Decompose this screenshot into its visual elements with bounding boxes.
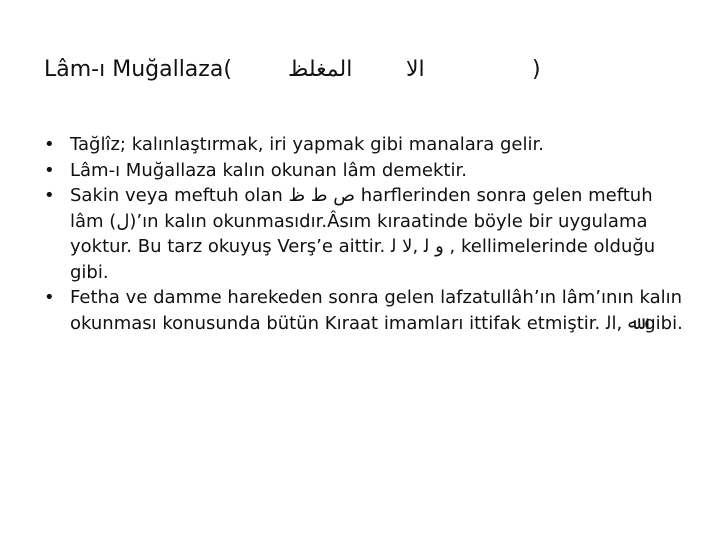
bullet-icon: • — [44, 159, 55, 181]
bullet-text-mid: )’ın kalın okunmasıdır.Âsım kıraatinde böyle bir uygulama yoktur. Bu tarz okuyuş Verş’e aittir. — [70, 210, 648, 257]
list-item — [44, 285, 684, 336]
slide-title — [44, 50, 684, 90]
bullet-icon: • — [44, 185, 55, 206]
arabic-lam: ل — [116, 210, 130, 232]
bullet-text: Lâm-ı Muğallaza kalın okunan lâm demektir. — [70, 159, 467, 181]
bullet-icon: • — [44, 134, 55, 155]
bullet-text-post: gibi. — [638, 312, 683, 334]
title-arabic-term: المغلظ — [288, 57, 353, 82]
list-item — [44, 132, 684, 158]
title-text: Lâm-ı Muğallaza( — [44, 57, 232, 82]
bullet-text-pre: Sakin veya meftuh olan — [70, 185, 289, 206]
list-item — [44, 158, 684, 184]
arabic-letters: ص ط ظ — [288, 185, 356, 206]
bullet-text-pre: Fetha ve damme harekeden sonra gelen lafzatullâh’ın lâm’ının kalın okunması konusunda bütün Kıraat imamları ittifak etmiştir. — [70, 287, 683, 334]
bullet-text-post: , kellimelerinde olduğu gibi. — [70, 236, 656, 283]
arabic-examples: ﷲ ,ﺍﻟ — [606, 312, 639, 334]
bullet-text-mid: harflerinden sonra gelen meftuh lâm ( — [70, 185, 653, 232]
bullet-text: Tağlîz; kalınlaştırmak, iri yapmak gibi manalara gelir. — [70, 134, 544, 155]
bullet-list — [44, 132, 684, 336]
title-close-paren: ) — [532, 57, 541, 82]
list-item — [44, 183, 684, 285]
title-arabic-letters: الا — [406, 57, 425, 82]
arabic-examples: و ﻟ ,ﻻ ﻟ — [390, 236, 444, 257]
bullet-icon: • — [44, 287, 55, 308]
